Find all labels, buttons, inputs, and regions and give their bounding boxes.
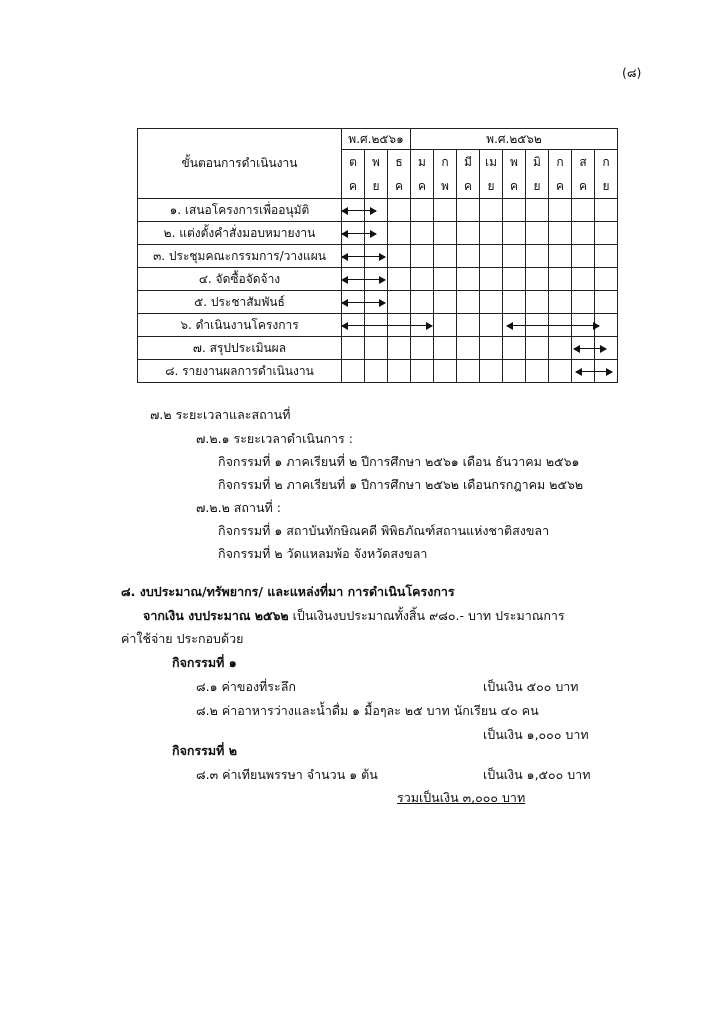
table-row — [138, 337, 618, 360]
month-bottom: ย — [480, 174, 503, 199]
section-8-intro-line2: ค่าใช้จ่าย ประกอบด้วย — [121, 631, 244, 646]
step-label: ๒. แต่งตั้งคำสั่งมอบหมายงาน — [138, 222, 342, 245]
section-7-2-2-heading: ๗.๒.๒ สถานที่ : — [196, 500, 281, 515]
month-top: ม — [411, 150, 434, 175]
month-top: พ — [503, 150, 526, 175]
section-7-2-title: ๗.๒ ระยะเวลาและสถานที่ — [150, 407, 291, 422]
table-row — [138, 222, 618, 245]
month-top: ธ — [388, 150, 411, 175]
activity-2-heading: กิจกรรมที่ ๒ — [172, 743, 237, 758]
budget-total-text: เป็นเงินงบประมาณทั้งสิ้น ๙๘๐.- บาท ประมาณการ — [288, 608, 565, 623]
month-bottom: ย — [526, 174, 549, 199]
month-top: มิ — [526, 150, 549, 175]
month-bottom: ค — [457, 174, 480, 199]
step-label: ๕. ประชาสัมพันธ์ — [138, 291, 342, 314]
item-8-2-amount: เป็นเงิน ๑,๐๐๐ บาท — [483, 727, 589, 742]
activity-1-heading: กิจกรรมที่ ๑ — [172, 655, 237, 670]
activity-2-place: กิจกรรมที่ ๒ วัดแหลมพ้อ จังหวัดสงขลา — [218, 546, 428, 561]
month-top: ก — [434, 150, 457, 175]
month-top: เม — [480, 150, 503, 175]
month-top: ต — [342, 150, 365, 175]
table-row — [138, 314, 618, 337]
month-bottom: ย — [595, 174, 618, 199]
step-header: ขั้นตอนการดำเนินงาน — [138, 129, 342, 199]
step-label: ๓. ประชุมคณะกรรมการ/วางแผน — [138, 245, 342, 268]
step-label: ๘. รายงานผลการดำเนินงาน — [138, 360, 342, 383]
page-number: (๘) — [622, 65, 642, 80]
item-8-1-amount: เป็นเงิน ๕๐๐ บาท — [483, 679, 579, 694]
schedule-table — [137, 128, 618, 383]
month-top: พ — [365, 150, 388, 175]
month-top: ส — [572, 150, 595, 175]
item-8-1: ๘.๑ ค่าของที่ระลึก — [196, 679, 296, 694]
table-row — [138, 199, 618, 222]
item-8-3-amount: เป็นเงิน ๑,๕๐๐ บาท — [483, 767, 591, 782]
section-8-title: ๘. งบประมาณ/ทรัพยากร/ และแหล่งที่มา การดำเนินโครงการ — [121, 584, 455, 599]
month-bottom: ค — [572, 174, 595, 199]
month-bottom: ค — [388, 174, 411, 199]
year-header-2561: พ.ศ.๒๕๖๑ — [342, 129, 411, 150]
activity-1-place: กิจกรรมที่ ๑ สถาบันทักษิณคดี พิพิธภัณฑ์สถานแห่งชาติสงขลา — [218, 523, 550, 538]
item-8-2: ๘.๒ ค่าอาหารว่างและน้ำดื่ม ๑ มื้อๆละ ๒๕ บาท นักเรียน ๔๐ คน — [196, 703, 539, 718]
year-header-2562: พ.ศ.๒๕๖๒ — [411, 129, 618, 150]
month-top: ก — [595, 150, 618, 175]
month-top: มี — [457, 150, 480, 175]
activity-1-time: กิจกรรมที่ ๑ ภาคเรียนที่ ๒ ปีการศึกษา ๒๕๖๑ เดือน ธันวาคม ๒๕๖๑ — [218, 454, 580, 469]
table-row — [138, 291, 618, 314]
month-bottom: ค — [549, 174, 572, 199]
step-label: ๔. จัดซื้อจัดจ้าง — [138, 268, 342, 291]
activity-2-time: กิจกรรมที่ ๒ ภาคเรียนที่ ๑ ปีการศึกษา ๒๕๖๒ เดือนกรกฎาคม ๒๕๖๒ — [218, 477, 584, 492]
table-row — [138, 245, 618, 268]
month-bottom: ค — [342, 174, 365, 199]
table-row — [138, 360, 618, 383]
step-label: ๑. เสนอโครงการเพื่ออนุมัติ — [138, 199, 342, 222]
month-bottom: พ — [434, 174, 457, 199]
section-8-intro — [143, 608, 565, 624]
table-row — [138, 268, 618, 291]
month-bottom: ย — [365, 174, 388, 199]
budget-source: จากเงิน งบประมาณ ๒๕๖๒ — [143, 608, 289, 623]
step-label: ๖. ดำเนินงานโครงการ — [138, 314, 342, 337]
step-label: ๗. สรุปประเมินผล — [138, 337, 342, 360]
month-bottom: ค — [503, 174, 526, 199]
item-8-3: ๘.๓ ค่าเทียนพรรษา จำนวน ๑ ต้น — [196, 767, 378, 782]
total-amount: รวมเป็นเงิน ๓,๐๐๐ บาท — [397, 790, 526, 805]
section-7-2-1-heading: ๗.๒.๑ ระยะเวลาดำเนินการ : — [196, 431, 353, 446]
month-top: ก — [549, 150, 572, 175]
month-bottom: ค — [411, 174, 434, 199]
